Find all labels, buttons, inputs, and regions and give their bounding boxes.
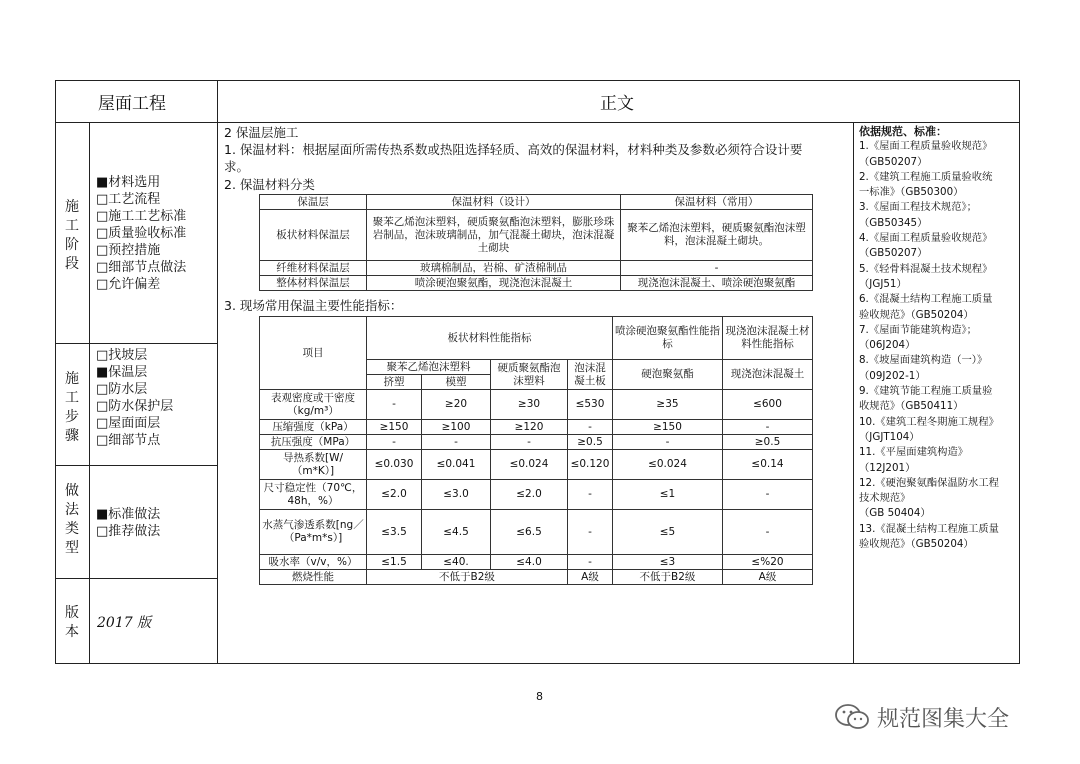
references-title: 依据规范、标准： — [859, 125, 947, 138]
t2-header-item: 项目 — [260, 317, 367, 390]
reference-line: 10.《建筑工程冬期施工规程》 — [859, 415, 999, 428]
reference-line: 收规范》（GB50411） — [859, 400, 964, 413]
watermark-text: 规范图集大全 — [877, 707, 1010, 732]
t2-r4-c1: ≤0.030 — [367, 450, 422, 480]
reference-line: （JGJT104） — [859, 430, 920, 443]
t1-row1-design: 聚苯乙烯泡沫塑料，硬质聚氨酯泡沫塑料，膨胀珍珠岩制品，泡沫玻璃制品，加气混凝土砌块，泡沫混凝土砌块 — [367, 210, 621, 261]
t2-r5-label: 尺寸稳定性（70℃，48h，%） — [260, 480, 367, 510]
t2-r1-label: 表观密度或干密度（kg/m³） — [260, 390, 367, 420]
t2-header-xps: 挤塑 — [367, 375, 422, 390]
t2-r1-c5: ≥35 — [613, 390, 723, 420]
option-waterproof-protection[interactable]: □防水保护层 — [96, 399, 174, 414]
t2-r5-c5: ≤1 — [613, 480, 723, 510]
section-divider-2 — [55, 465, 217, 466]
reference-line: 5.《轻骨料混凝土技术规程》 — [859, 262, 993, 275]
option-construction-standard[interactable]: □施工工艺标准 — [96, 209, 187, 224]
t2-r7-c4: - — [568, 555, 613, 570]
t2-burn-foamboard: A级 — [568, 570, 613, 585]
option-acceptance-standard[interactable]: □质量验收标准 — [96, 226, 187, 241]
t2-burn-board: 不低于B2级 — [367, 570, 568, 585]
t2-r7-c5: ≤3 — [613, 555, 723, 570]
t1-row3-common: 现浇泡沫混凝土、喷涂硬泡聚氨酯 — [621, 276, 813, 291]
t2-header-eps: 聚苯乙烯泡沫塑料 — [367, 360, 491, 375]
option-detail-node[interactable]: □细部节点 — [96, 433, 161, 448]
t2-r4-label: 导热系数[W/（m*K）] — [260, 450, 367, 480]
reference-line: 9.《建筑节能工程施工质量验 — [859, 385, 993, 398]
t2-r2-c3: ≥120 — [491, 420, 568, 435]
main-heading: 2 保温层施工 — [224, 125, 299, 140]
section-divider-1 — [55, 343, 217, 344]
para1-line1: 1. 保温材料：根据屋面所需传热系数或热阻选择轻质、高效的保温材料，材料种类及参数必须符合设计要 — [224, 142, 803, 157]
t2-header-spray-sub: 硬泡聚氨酯 — [613, 360, 723, 390]
reference-line: （GB50207） — [859, 155, 928, 168]
t1-row3-design: 喷涂硬泡聚氨酯，现浇泡沫混凝土 — [367, 276, 621, 291]
header-divider — [55, 122, 1020, 123]
t2-r3-c3: - — [491, 435, 568, 450]
section-label-version: 版本 — [65, 605, 79, 640]
references-list — [859, 139, 999, 552]
t2-header-mold: 模塑 — [422, 375, 491, 390]
reference-line: （09J202-1） — [859, 369, 926, 382]
t2-header-spray: 喷涂硬泡聚氨酯性能指标 — [613, 317, 723, 360]
t1-header-design: 保温材料（设计） — [367, 195, 621, 210]
t2-r3-c6: ≥0.5 — [723, 435, 813, 450]
reference-line: 3.《屋面工程技术规范》； — [859, 201, 977, 214]
t1-row3-layer: 整体材料保温层 — [260, 276, 367, 291]
option-recommended-method[interactable]: □推荐做法 — [96, 524, 161, 539]
t1-header-layer: 保温层 — [260, 195, 367, 210]
option-detail-nodes[interactable]: □细部节点做法 — [96, 260, 187, 275]
t2-r5-c4: - — [568, 480, 613, 510]
reference-line: （12J201） — [859, 461, 916, 474]
version-text: 2017 版 — [97, 615, 152, 631]
t2-header-cast: 现浇泡沫混凝土材料性能指标 — [723, 317, 813, 360]
t1-row2-layer: 纤维材料保温层 — [260, 261, 367, 276]
section2-title: 2. 保温材料分类 — [224, 177, 315, 192]
reference-line: 一标准》（GB50300） — [859, 186, 964, 199]
material-classification-table — [259, 194, 813, 291]
option-slope-layer[interactable]: □找坡层 — [96, 348, 148, 363]
left-column-divider — [217, 80, 218, 664]
t2-r6-c5: ≤5 — [613, 510, 723, 555]
t2-r6-c4: - — [568, 510, 613, 555]
t2-r3-c5: - — [613, 435, 723, 450]
t2-r1-c2: ≥20 — [422, 390, 491, 420]
option-standard-method[interactable]: ■标准做法 — [96, 507, 161, 522]
t2-r3-c2: - — [422, 435, 491, 450]
label-column-divider — [89, 122, 90, 664]
t2-r5-c2: ≤3.0 — [422, 480, 491, 510]
t2-r2-c5: ≥150 — [613, 420, 723, 435]
option-tolerance[interactable]: □允许偏差 — [96, 277, 161, 292]
t2-r4-c5: ≤0.024 — [613, 450, 723, 480]
reference-line: 11.《平屋面建筑构造》 — [859, 446, 969, 459]
t2-r5-c3: ≤2.0 — [491, 480, 568, 510]
option-process-flow[interactable]: □工艺流程 — [96, 192, 161, 207]
t2-r7-c6: ≤%20 — [723, 555, 813, 570]
t2-r1-c6: ≤600 — [723, 390, 813, 420]
step-options — [96, 347, 173, 449]
t1-row1-common: 聚苯乙烯泡沫塑料，硬质聚氨酯泡沫塑料，泡沫混凝土砌块。 — [621, 210, 813, 261]
t2-r2-c2: ≥100 — [422, 420, 491, 435]
reference-line: （GB 50404） — [859, 507, 931, 520]
t2-r6-label: 水蒸气渗透系数[ng／（Pa*m*s）] — [260, 510, 367, 555]
t2-r7-label: 吸水率（v/v，%） — [260, 555, 367, 570]
reference-line: 验收规范》（GB50204） — [859, 538, 974, 551]
option-material-selection[interactable]: ■材料选用 — [96, 175, 161, 190]
option-insulation-layer[interactable]: ■保温层 — [96, 365, 148, 380]
t2-r3-label: 抗压强度（MPa） — [260, 435, 367, 450]
reference-line: 验收规范》（GB50204） — [859, 308, 974, 321]
reference-line: （GB50345） — [859, 216, 928, 229]
section-label-steps: 施工步骤 — [65, 371, 79, 444]
reference-line: （GB50207） — [859, 247, 928, 260]
t1-header-common: 保温材料（常用） — [621, 195, 813, 210]
t2-r7-c1: ≤1.5 — [367, 555, 422, 570]
t2-r1-c3: ≥30 — [491, 390, 568, 420]
section-label-stage: 施工阶段 — [65, 199, 79, 272]
t2-r4-c6: ≤0.14 — [723, 450, 813, 480]
t2-r4-c2: ≤0.041 — [422, 450, 491, 480]
t2-burn-cast: A级 — [723, 570, 813, 585]
t2-r5-c1: ≤2.0 — [367, 480, 422, 510]
t2-r6-c1: ≤3.5 — [367, 510, 422, 555]
para1-line2: 求。 — [224, 159, 250, 174]
t2-r4-c4: ≤0.120 — [568, 450, 613, 480]
method-options — [96, 506, 160, 540]
t2-r2-c6: - — [723, 420, 813, 435]
left-header-title: 屋面工程 — [98, 94, 166, 114]
reference-line: 7.《屋面节能建筑构造》； — [859, 323, 977, 336]
t2-header-board: 板状材料性能指标 — [367, 317, 613, 360]
t2-header-cast-sub: 现浇泡沫混凝土 — [723, 360, 813, 390]
reference-line: 1.《屋面工程质量验收规范》 — [859, 140, 993, 153]
t2-r6-c3: ≤6.5 — [491, 510, 568, 555]
performance-table — [259, 316, 813, 585]
t2-burn-spray: 不低于B2级 — [613, 570, 723, 585]
t2-r3-c4: ≥0.5 — [568, 435, 613, 450]
option-waterproof-layer[interactable]: □防水层 — [96, 382, 148, 397]
reference-line: 13.《混凝土结构工程施工质量 — [859, 522, 999, 535]
t2-r7-c3: ≤4.0 — [491, 555, 568, 570]
t2-r1-c4: ≤530 — [568, 390, 613, 420]
stage-options — [96, 174, 186, 293]
t2-header-foamboard: 泡沫混凝土板 — [568, 360, 613, 390]
t2-r6-c6: - — [723, 510, 813, 555]
reference-line: 6.《混凝土结构工程施工质量 — [859, 293, 993, 306]
right-column-divider — [853, 122, 854, 664]
t2-r2-c4: - — [568, 420, 613, 435]
reference-line: 8.《坡屋面建筑构造（一）》 — [859, 354, 988, 367]
t2-r2-label: 压缩强度（kPa） — [260, 420, 367, 435]
t2-r5-c6: - — [723, 480, 813, 510]
t2-r2-c1: ≥150 — [367, 420, 422, 435]
t2-r6-c2: ≤4.5 — [422, 510, 491, 555]
references-panel — [859, 124, 999, 552]
reference-line: 技术规范》 — [859, 492, 911, 505]
reference-line: （06J204） — [859, 339, 916, 352]
reference-line: （JGJ51） — [859, 277, 907, 290]
t1-row2-design: 玻璃棉制品，岩棉、矿渣棉制品 — [367, 261, 621, 276]
reference-line: 12.《硬泡聚氨酯保温防水工程 — [859, 476, 999, 489]
t2-r7-c2: ≤40. — [422, 555, 491, 570]
t1-row1-layer: 板状材料保温层 — [260, 210, 367, 261]
section-divider-3 — [55, 578, 217, 579]
page-number: 8 — [536, 690, 543, 703]
reference-line: 4.《屋面工程质量验收规范》 — [859, 232, 993, 245]
reference-line: 2.《建筑工程施工质量验收统 — [859, 170, 993, 183]
section-label-method: 做法类型 — [65, 483, 79, 556]
center-header-title: 正文 — [600, 94, 634, 114]
t2-r1-c1: - — [367, 390, 422, 420]
option-precontrol[interactable]: □预控措施 — [96, 243, 161, 258]
t2-r4-c3: ≤0.024 — [491, 450, 568, 480]
wechat-icon — [833, 702, 873, 732]
t2-r3-c1: - — [367, 435, 422, 450]
section3-title: 3. 现场常用保温主要性能指标： — [224, 298, 403, 313]
t2-header-pu: 硬质聚氨酯泡沫塑料 — [491, 360, 568, 390]
option-roof-surface[interactable]: □屋面面层 — [96, 416, 161, 431]
t2-burn-label: 燃烧性能 — [260, 570, 367, 585]
t1-row2-common: - — [621, 261, 813, 276]
